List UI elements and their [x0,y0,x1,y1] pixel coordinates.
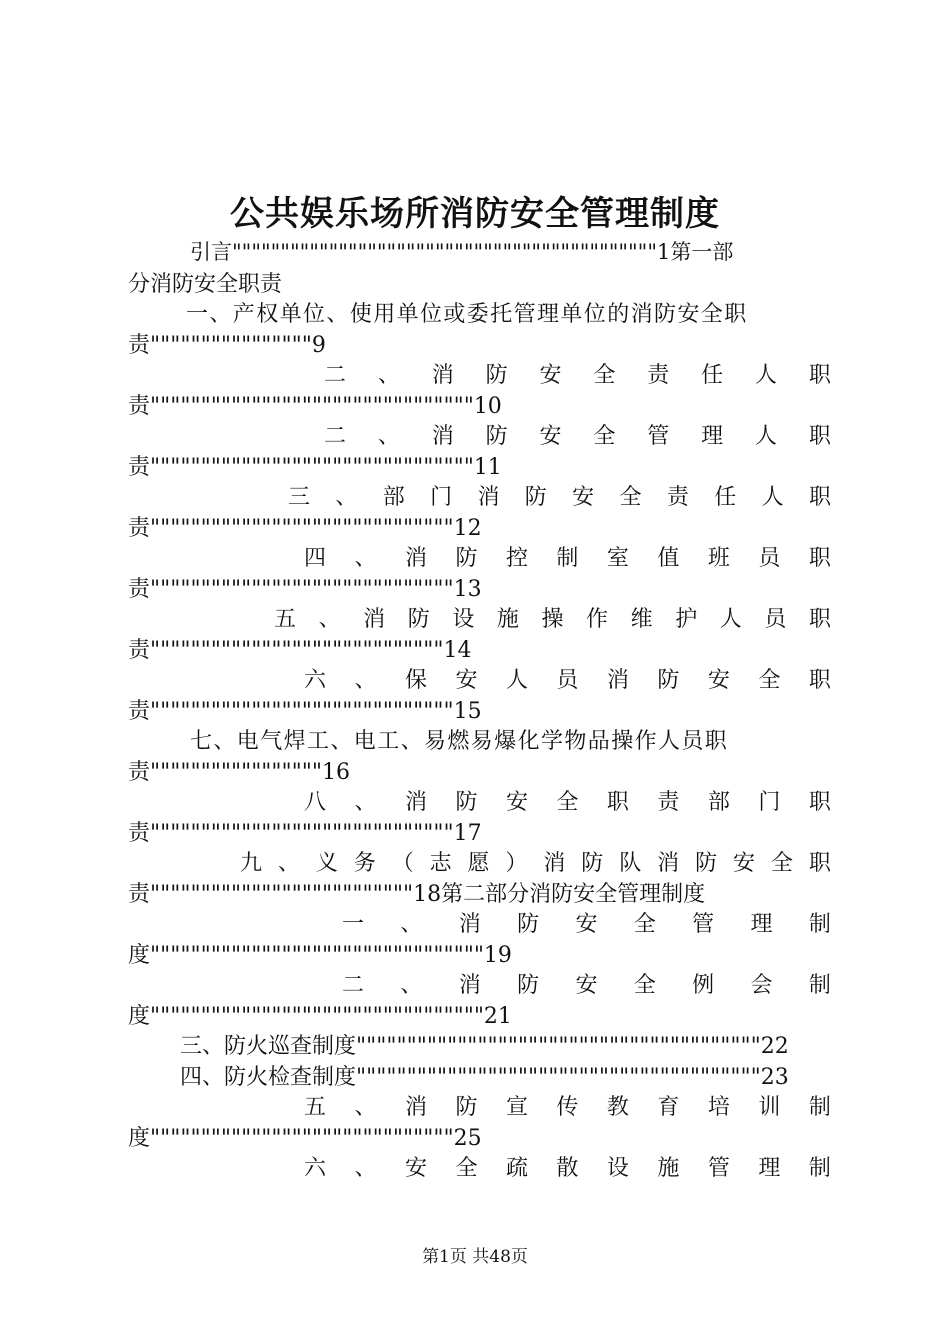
toc-line: 责""""""""""""""""9 [128,333,326,358]
toc-line: 度""""""""""""""""""""""""""""""25 [128,1126,482,1151]
toc-line: 一、产权单位、使用单位或委托管理单位的消防安全职 [186,302,748,327]
toc-line: 责""""""""""""""""""""""""""""""12 [128,516,482,541]
page-title: 公共娱乐场所消防安全管理制度 [230,194,720,234]
toc-line: 度"""""""""""""""""""""""""""""""""19 [128,943,512,968]
toc-line: 三 、 部 门 消 防 安 全 责 任 人 职 [288,485,831,510]
toc-line: 责""""""""""""""""""""""""""""""17 [128,821,482,846]
toc-line: 七、电气焊工、电工、易燃易爆化学物品操作人员职 [190,729,729,754]
toc-line: 责""""""""""""""""""""""""""""""13 [128,577,482,602]
toc-line: 四、防火检查制度""""""""""""""""""""""""""""""""""""""""23 [180,1065,789,1090]
toc-line: 分消防安全职责 [128,272,283,297]
toc-line: 责"""""""""""""""""""""""""""""14 [128,638,472,663]
toc-line: 责""""""""""""""""""""""""""""""15 [128,699,482,724]
toc-line: 责"""""""""""""""""16 [128,760,351,785]
toc-line: 六 、 安 全 疏 散 设 施 管 理 制 [304,1156,831,1181]
toc-line: 四 、 消 防 控 制 室 值 班 员 职 [304,546,831,571]
toc-line: 二 、 消 防 安 全 管 理 人 职 [324,424,831,449]
toc-line: 八 、 消 防 安 全 职 责 部 门 职 [304,790,831,815]
toc-line: 责""""""""""""""""""""""""""""""""11 [128,455,502,480]
toc-line: 责""""""""""""""""""""""""""""""""10 [128,394,502,419]
toc-line: 五 、 消 防 宣 传 教 育 培 训 制 [304,1095,831,1120]
toc-line: 责""""""""""""""""""""""""""18第二部分消防安全管理制度 [128,882,706,907]
toc-line: 二 、 消 防 安 全 责 任 人 职 [324,363,831,388]
toc-line: 五 、 消 防 设 施 操 作 维 护 人 员 职 [274,607,831,632]
toc-line: 一 、 消 防 安 全 管 理 制 [342,912,831,937]
toc-line: 度"""""""""""""""""""""""""""""""""21 [128,1004,512,1029]
toc-line: 引言""""""""""""""""""""""""""""""""""""""""""""1第一部 [190,240,734,264]
toc-line: 二 、 消 防 安 全 例 会 制 [342,973,831,998]
toc-line: 三、防火巡查制度""""""""""""""""""""""""""""""""""""""""22 [180,1034,789,1059]
page-footer: 第1页 共48页 [422,1247,528,1267]
toc-line: 九 、 义 务 （ 志 愿 ） 消 防 队 消 防 安 全 职 [240,851,831,876]
toc-line: 六 、 保 安 人 员 消 防 安 全 职 [304,668,831,693]
